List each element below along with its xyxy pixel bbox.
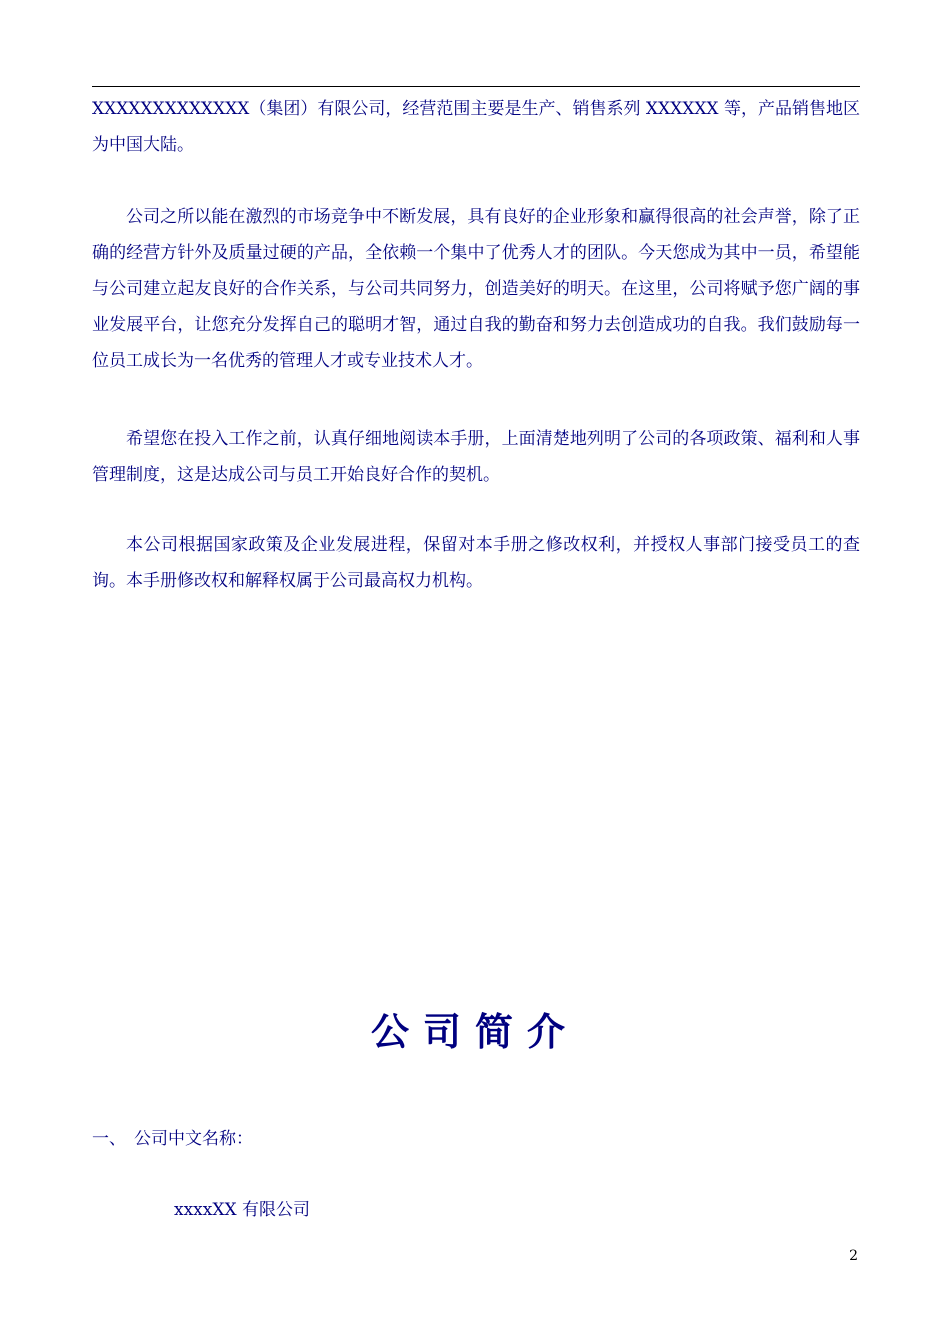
company-name-heading bbox=[92, 1124, 253, 1154]
company-name-value: xxxxXX 有限公司 bbox=[174, 1200, 310, 1220]
handbook-reading-paragraph: 希望您在投入工作之前，认真仔细地阅读本手册，上面清楚地列明了公司的各项政策、福利和人事管理制度，这是达成公司与员工开始良好合作的契机。 bbox=[92, 429, 860, 485]
header-rule bbox=[92, 86, 860, 87]
section-title: 公司简介 bbox=[370, 1009, 579, 1054]
company-development-paragraph: 公司之所以能在激烈的市场竞争中不断发展，具有良好的企业形象和赢得很高的社会声誉，除了正确的经营方针外及质量过硬的产品，全依赖一个集中了优秀人才的团队。今天您成为其中一员，希望能与公司建立起友良好的合作关系，与公司共同努力，创造美好的明天。在这里，公司将赋予您广阔的事业发展平台，让您充分发挥自己的聪明才智，通过自我的勤奋和努力去创造成功的自我。我们鼓励每一位员工成长为一名优秀的管理人才或专业技术人才。 bbox=[92, 207, 860, 371]
modification-rights-paragraph: 本公司根据国家政策及企业发展进程，保留对本手册之修改权利，并授权人事部门接受员工的查询。本手册修改权和解释权属于公司最高权力机构。 bbox=[92, 535, 860, 591]
page-number: 2 bbox=[849, 1248, 858, 1264]
item-heading-label: 公司中文名称： bbox=[134, 1129, 253, 1149]
intro-paragraph: XXXXXXXXXXXXX（集团）有限公司，经营范围主要是生产、销售系列 XXXXXX 等，产品销售地区为中国大陆。 bbox=[92, 99, 860, 155]
item-number: 一、 bbox=[92, 1129, 126, 1149]
